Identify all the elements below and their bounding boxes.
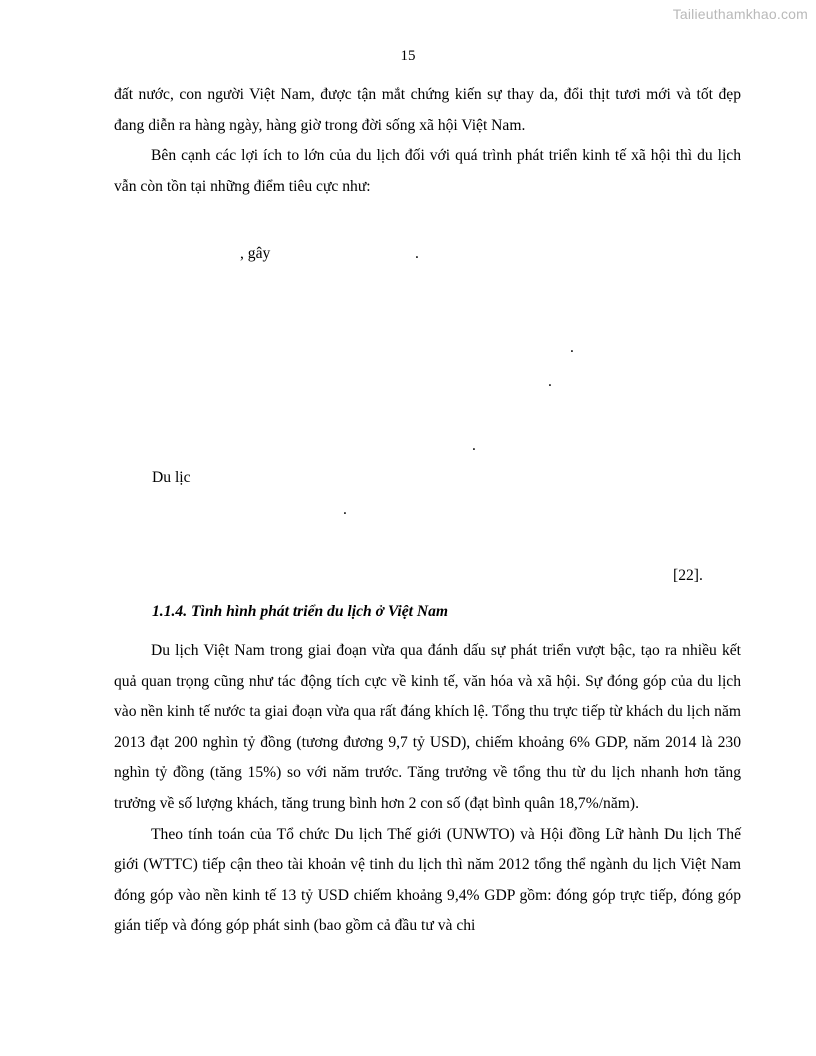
watermark: Tailieuthamkhao.com xyxy=(672,6,808,22)
page-number: 15 xyxy=(400,48,416,64)
section-paragraph: Theo tính toán của Tổ chức Du lịch Thế giới (UNWTO) và Hội đồng Lữ hành Du lịch Thế giới (WTTC) tiếp cận theo tài khoản vệ tinh du lịch thì năm 2012 tổng thể ngành du lịch Việt Nam đóng góp vào nền kinh tế 13 tỷ USD chiếm khoảng 9,4% GDP gồm: đóng góp trực tiếp, đóng góp gián tiếp và đóng góp phát sinh (bao gồm cả đầu tư và chi xyxy=(114,825,741,935)
section-paragraph: Du lịch Việt Nam trong giai đoạn vừa qua đánh dấu sự phát triển vượt bậc, tạo ra nhiều kết quả quan trọng cũng như tác động tích cực về kinh tế, văn hóa và xã hội. Sự đóng góp của du lịch vào nền kinh tế nước ta giai đoạn vừa qua rất đáng khích lệ. Tổng thu trực tiếp từ khách du lịch năm 2013 đạt 200 nghìn tỷ đồng (tương đương 9,7 tỷ USD), chiếm khoảng 6% GDP, năm 2014 là 230 nghìn tỷ đồng (tăng 15%) so với năm trước. Tăng trưởng về tổng thu từ du lịch nhanh hơn tăng trưởng về số lượng khách, tăng trung bình hơn 2 con số (đạt bình quân 18,7%/năm). xyxy=(114,642,741,812)
fragment-du-lic: Du lịc xyxy=(152,469,191,486)
section-heading: 1.1.4. Tình hình phát triển du lịch ở Việt Nam xyxy=(152,603,449,620)
negative-intro-paragraph: Bên cạnh các lợi ích to lớn của du lịch đối với quá trình phát triển kinh tế xã hội thì du lịch vẫn còn tồn tại những điểm tiêu cực như: xyxy=(114,147,741,195)
citation-reference: [22]. xyxy=(673,567,703,584)
fragment-dot: . xyxy=(472,437,476,454)
section-text-block xyxy=(114,636,741,942)
top-text-block xyxy=(114,80,741,202)
fragment-dot: . xyxy=(548,373,552,390)
continuation-paragraph: đất nước, con người Việt Nam, được tận mắt chứng kiến sự thay da, đổi thịt tươi mới và tốt đẹp đang diễn ra hàng ngày, hàng giờ trong đời sống xã hội Việt Nam. xyxy=(114,86,741,134)
fragment-dot: . xyxy=(570,339,574,356)
fragment-gay: , gây xyxy=(240,245,271,262)
fragment-dot: . xyxy=(415,245,419,262)
fragment-dot: . xyxy=(343,501,347,518)
